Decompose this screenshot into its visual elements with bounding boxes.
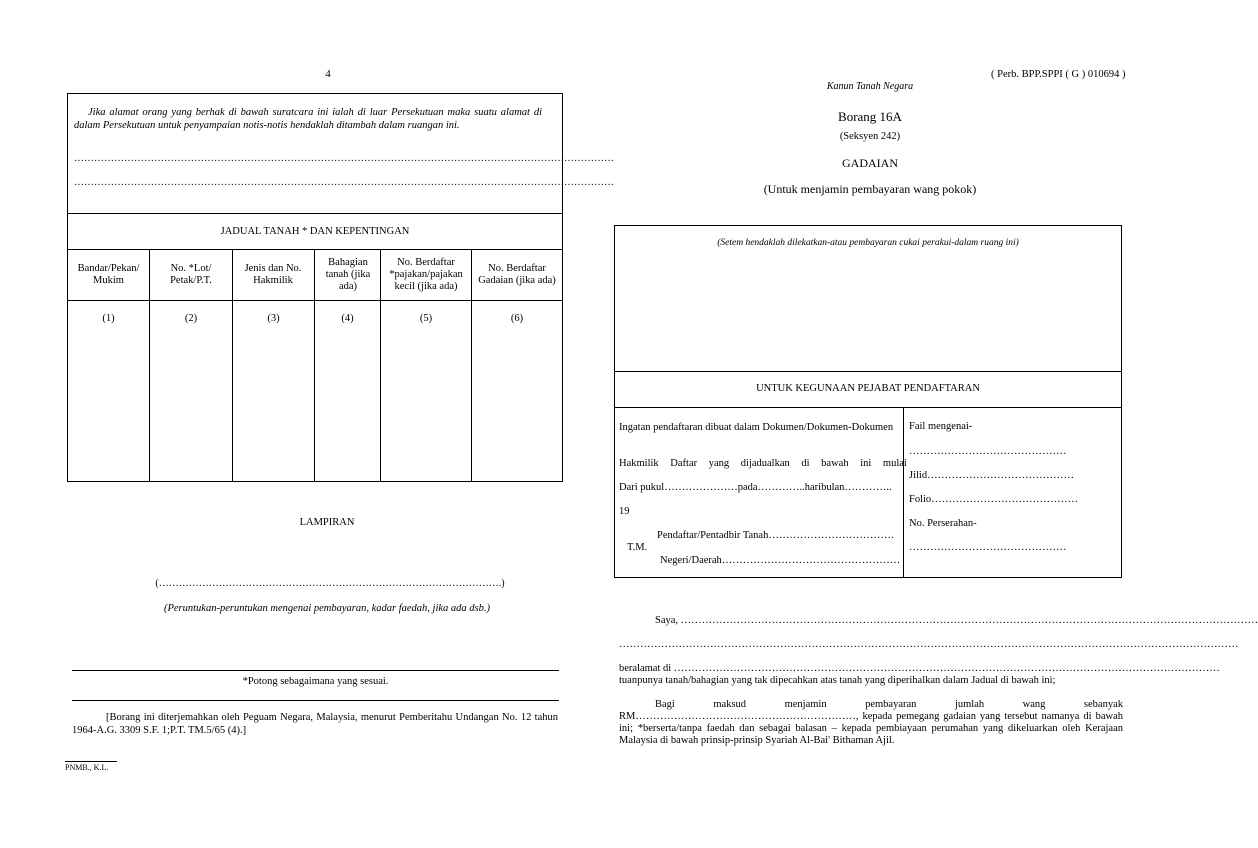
column-header-pajakan: No. Berdaftar *pajakan/pajakan kecil (jika ada) bbox=[389, 257, 463, 292]
address-line-1[interactable]: ……………………………………………………………………………………………………………………………………………… bbox=[74, 153, 614, 164]
form-title: GADAIAN bbox=[842, 156, 898, 170]
column-header-hakmilik: Jenis dan No. Hakmilik bbox=[244, 263, 302, 286]
folio-field[interactable]: Folio…………………………………… bbox=[909, 494, 1079, 505]
printer-rule bbox=[65, 761, 117, 762]
mortgagor-name-field[interactable]: Saya, ………………………………………………………………………………………………………………………………………………… bbox=[655, 615, 1258, 626]
stamp-note: (Setem hendaklah dilekatkan-atau pembayaran cukai perakui-dalam ruang ini) bbox=[717, 238, 1019, 248]
column-separator bbox=[232, 249, 233, 482]
address-field[interactable]: beralamat di ………………………………………………………………………………………………………………………………………… bbox=[619, 663, 1220, 674]
registration-time-field[interactable]: Dari pukul…………………pada…………..haribulan………….. bbox=[619, 482, 892, 493]
column-number: (5) bbox=[419, 313, 433, 324]
footnote-rule bbox=[72, 700, 559, 701]
column-header-bandar: Bandar/Pekan/ Mukim bbox=[77, 263, 140, 286]
perserahan-field[interactable]: ……………………………………… bbox=[909, 542, 1067, 553]
footnote-rule bbox=[72, 670, 559, 671]
column-header-bahagian: Bahagian tanah (jika ada) bbox=[325, 257, 371, 292]
perserahan-label: No. Perserahan- bbox=[909, 518, 977, 529]
annex-blank[interactable]: (………………………………………………………………………………………….) bbox=[155, 578, 505, 589]
divider bbox=[67, 213, 563, 214]
proprietor-statement: tuanpunya tanah/bahagian yang tak dipecahkan atas tanah yang diperihalkan dalam Jadual di bawah ini; bbox=[619, 675, 1056, 686]
column-number: (2) bbox=[184, 313, 198, 324]
annex-title: LAMPIRAN bbox=[299, 517, 355, 528]
schedule-title: JADUAL TANAH * DAN KEPENTINGAN bbox=[220, 226, 410, 237]
office-use-title: UNTUK KEGUNAAN PEJABAT PENDAFTARAN bbox=[756, 383, 980, 394]
form-number: Borang 16A bbox=[838, 109, 902, 124]
divider bbox=[614, 371, 1122, 372]
act-name: Kanun Tanah Negara bbox=[826, 81, 914, 92]
state-district-field[interactable]: Negeri/Daerah…………………………………………… bbox=[660, 555, 901, 566]
divider bbox=[67, 300, 563, 301]
stamp-and-office-frame bbox=[614, 225, 1122, 578]
tm-label: T.M. bbox=[627, 542, 648, 553]
divider bbox=[614, 407, 1122, 408]
column-separator bbox=[903, 407, 904, 578]
column-separator bbox=[471, 249, 472, 482]
footnote: *Potong sebagaimana yang sesuai. bbox=[242, 676, 389, 687]
column-number: (4) bbox=[341, 313, 354, 324]
address-note: Jika alamat orang yang berhak di bawah suratcara ini ialah di luar Persekutuan maka suatu alamat di dalam Persekutuan untuk penyampaian notis-notis hendaklah ditambah dalam ruangan ini. bbox=[74, 107, 542, 131]
registration-title-line: Hakmilik Daftar yang dijadualkan di bawah ini mulai bbox=[619, 458, 907, 469]
page-number: 4 bbox=[325, 68, 331, 80]
column-number: (3) bbox=[267, 313, 280, 324]
printer-mark: PNMB., K.L. bbox=[65, 763, 109, 772]
loan-paragraph: Bagi maksud menjamin pembayaran jumlah wang sebanyak RM………………………………………………………, kepada pemegang gadaian yang tersebut namanya di bawah ini; *berserta/tanpa faedah dan sebagai balasan – kepada pembiayaan perumahan yang dikeluarkan oleh Kerajaan Malaysia di bawah prinsip-prinsip Syariah Al-Bai' Bithaman Ajil. bbox=[619, 699, 1123, 746]
file-label: Fail mengenai- bbox=[909, 421, 973, 432]
mortgagor-name-continuation[interactable]: …………………………………………………………………………………………………………………………………………………………… bbox=[619, 639, 1239, 650]
form-section: (Seksyen 242) bbox=[839, 131, 901, 142]
column-header-gadaian: No. Berdaftar Gadaian (jika ada) bbox=[478, 263, 556, 286]
column-number: (1) bbox=[102, 313, 115, 324]
registration-year: 19 bbox=[619, 506, 630, 517]
file-field[interactable]: ……………………………………… bbox=[909, 446, 1067, 457]
column-separator bbox=[380, 249, 381, 482]
registration-memo: Ingatan pendaftaran dibuat dalam Dokumen/Dokumen-Dokumen bbox=[619, 422, 894, 433]
column-header-lot: No. *Lot/ Petak/P.T. bbox=[170, 263, 212, 286]
translation-note: [Borang ini diterjemahkan oleh Peguam Negara, Malaysia, menurut Pemberitahu Undangan No. 12 tahun 1964-A.G. 3309 S.F. 1;P.T. TM.5/65 (4).] bbox=[72, 712, 558, 736]
registrar-signature-field[interactable]: Pendaftar/Pentadbir Tanah……………………………… bbox=[657, 530, 895, 541]
jilid-field[interactable]: Jilid…………………………………… bbox=[909, 470, 1075, 481]
column-separator bbox=[149, 249, 150, 482]
column-separator bbox=[314, 249, 315, 482]
column-number: (6) bbox=[510, 313, 524, 324]
address-line-2[interactable]: ……………………………………………………………………………………………………………………………………………… bbox=[74, 177, 614, 188]
form-subtitle: (Untuk menjamin pembayaran wang pokok) bbox=[763, 182, 977, 196]
annex-note: (Peruntukan-peruntukan mengenai pembayaran, kadar faedah, jika ada dsb.) bbox=[163, 603, 491, 614]
form-reference: ( Perb. BPP.SPPI ( G ) 010694 ) bbox=[991, 69, 1126, 80]
